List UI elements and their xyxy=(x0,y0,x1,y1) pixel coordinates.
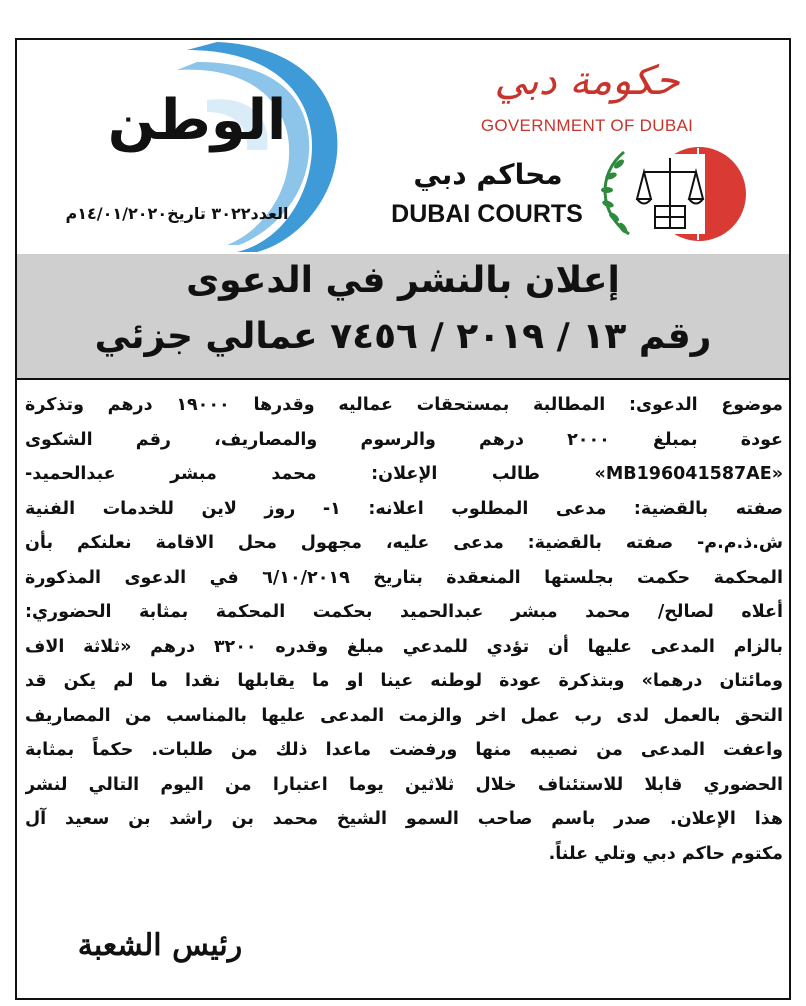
body-line: المحكمة حكمت بجلستها المنعقدة بتاريخ ٦/١٠/٢٠١٩ في الدعوى المذكورة xyxy=(25,567,783,588)
courts-name-english: DUBAI COURTS xyxy=(391,200,583,228)
body-line: صفته بالقضية: مدعى المطلوب اعلانه: ١- روز لاين للخدمات الفنية xyxy=(25,498,783,519)
body-line: بالزام المدعى عليها أن تؤدي للمدعي مبلغ وقدره ٣٢٠٠ درهم «ثلاثة الاف xyxy=(25,636,783,657)
government-name-english: GOVERNMENT OF DUBAI xyxy=(480,116,694,135)
dubai-courts-emblem-icon xyxy=(589,144,761,244)
header xyxy=(17,40,789,252)
body-line: ومائتان درهما» وبتذكرة عودة لوطنه عينا او ما يقابلها نقدا ما لم يكن قد xyxy=(25,671,783,691)
body-line: «MB196041587AE» طالب الإعلان: محمد مبشر عبدالحميد- xyxy=(25,464,783,484)
body-line: أعلاه لصالح/ محمد مبشر عبدالحميد بحكمت المحكمة بمثابة الحضوري: xyxy=(25,602,783,622)
signature-title: رئيس الشعبة xyxy=(77,928,243,963)
body-line: التحق بالعمل لدى رب عمل اخر والزمت المدعى عليها بالمناسب من المصاريف xyxy=(25,705,783,726)
body-line: ش.ذ.م.م- صفته بالقضية: مدعى عليه، مجهول محل الاقامة نعلنكم بأن xyxy=(25,533,783,553)
notice-title: إعلان بالنشر في الدعوى xyxy=(186,260,620,301)
issue-date-line: العدد٣٠٢٢ تاريخ١٤/٠١/٢٠٢٠م xyxy=(65,204,289,223)
courts-name-arabic: محاكم دبي xyxy=(413,158,563,191)
body-line: هذا الإعلان. صدر باسم صاحب السمو الشيخ محمد بن راشد بن سعيد آل xyxy=(25,809,783,829)
title-band xyxy=(17,254,789,380)
notice-body xyxy=(25,388,783,871)
government-name-arabic: حكومة دبي xyxy=(494,58,680,104)
body-line: موضوع الدعوى: المطالبة بمستحقات عماليه وقدرها ١٩٠٠٠ درهم وتذكرة xyxy=(25,395,783,415)
body-line: مكتوم حاكم دبي وتلي علناً. xyxy=(548,843,783,864)
newspaper-name: الوطن xyxy=(107,88,287,153)
body-line: الحضوري قابلا للاستئناف خلال ثلاثين يوما اعتبارا من اليوم التالي لنشر xyxy=(25,774,783,795)
case-number: رقم ١٣ / ٢٠١٩ / ٧٤٥٦ عمالي جزئي xyxy=(94,316,712,357)
body-line: واعفت المدعى من نصيبه منها ورفضت ماعدا ذلك من طلبات. حكماً بمثابة xyxy=(25,740,783,760)
advertisement-frame xyxy=(15,38,791,1000)
body-line: عودة بمبلغ ٢٠٠٠ درهم والرسوم والمصاريف، رقم الشكوى xyxy=(25,429,783,450)
